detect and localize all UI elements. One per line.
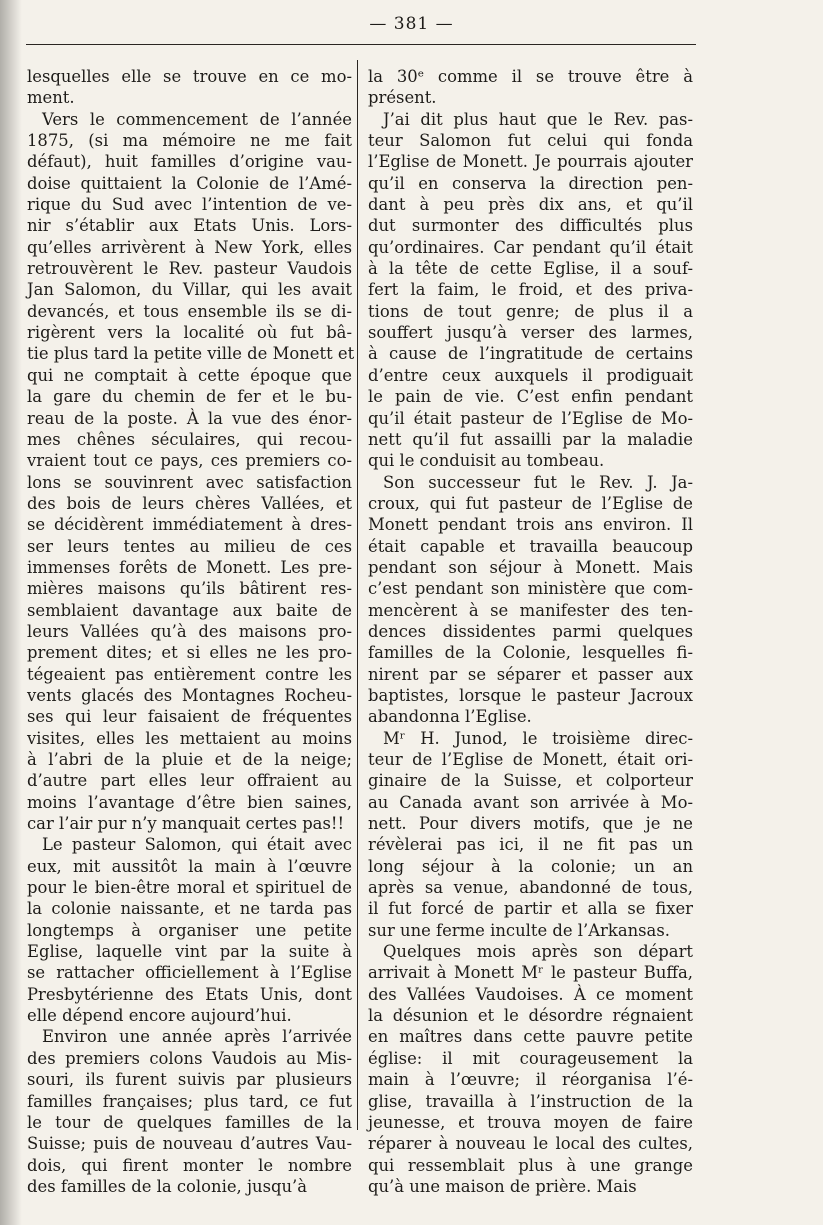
text-line: eux, mit aussitôt la main à l’œuvre bbox=[27, 856, 352, 876]
text-line: réparer à nouveau le local des cultes, bbox=[368, 1134, 693, 1154]
text-line: nir s’établir aux Etats Unis. Lors- bbox=[27, 216, 352, 236]
paragraph bbox=[368, 728, 693, 941]
text-line: qu’ordinaires. Car pendant qu’il était bbox=[368, 237, 693, 257]
paragraph bbox=[368, 66, 693, 109]
text-line: Son successeur fut le Rev. J. Ja- bbox=[383, 472, 693, 492]
text-line: teur de l’Eglise de Monett, était ori- bbox=[368, 750, 693, 769]
text-line: sur une ferme inculte de l’Arkansas. bbox=[368, 920, 670, 940]
text-line: d’autre part elles leur offraient au bbox=[27, 771, 352, 791]
text-line: familles françaises; plus tard, ce fut bbox=[27, 1091, 352, 1111]
text-line: des familles de la colonie, jusqu’à bbox=[27, 1176, 308, 1196]
text-line: défaut), huit familles d’origine vau- bbox=[27, 152, 352, 172]
header-rule bbox=[26, 44, 696, 45]
text-line: mes chênes séculaires, qui recou- bbox=[27, 429, 352, 449]
text-line: après sa venue, abandonné de tous, bbox=[368, 878, 693, 898]
text-line: à cause de l’ingratitude de certains bbox=[368, 344, 693, 364]
text-line: croux, qui fut pasteur de l’Eglise de bbox=[368, 493, 693, 513]
paragraph bbox=[27, 834, 352, 1026]
text-line: c’est pendant son ministère que com- bbox=[368, 579, 693, 599]
text-line: semblaient davantage aux baite de bbox=[27, 600, 352, 620]
paragraph bbox=[27, 109, 355, 835]
text-line: elle dépend encore aujourd’hui. bbox=[27, 1006, 292, 1026]
text-line: Mʳ H. Junod, le troisième direc- bbox=[383, 728, 693, 748]
text-line: vents glacés des Montagnes Rocheu- bbox=[27, 685, 352, 705]
text-line: des bois de leurs chères Vallées, et bbox=[27, 493, 352, 513]
text-line: d’entre ceux auxquels il prodiguait bbox=[368, 365, 693, 385]
text-line: le pain de vie. C’est enfin pendant bbox=[368, 387, 693, 407]
text-line: lons se souvinrent avec satisfaction bbox=[27, 472, 352, 492]
page-edge-shadow bbox=[0, 0, 22, 1225]
text-line: rique du Sud avec l’intention de ve- bbox=[27, 195, 352, 215]
text-line: abandonna l’Eglise. bbox=[368, 707, 532, 727]
text-line: arrivait à Monett Mʳ le pasteur Buffa, bbox=[368, 963, 693, 983]
text-line: la gare du chemin de fer et le bu- bbox=[27, 387, 352, 407]
text-line: était capable et travailla beaucoup bbox=[368, 536, 693, 556]
text-line: tions de tout genre; de plus il a bbox=[368, 301, 693, 321]
text-line: nett qu’il fut assailli par la maladie bbox=[368, 429, 693, 449]
column-divider bbox=[357, 60, 358, 1130]
text-line: rigèrent vers la localité où fut bâ- bbox=[27, 323, 352, 343]
text-line: main à l’œuvre; il réorganisa l’é- bbox=[368, 1070, 693, 1090]
text-line: moins l’avantage d’être bien saines, bbox=[27, 792, 352, 812]
text-line: tie plus tard la petite ville de Monett et bbox=[27, 344, 355, 364]
text-line: car l’air pur n’y manquait certes pas!! bbox=[27, 814, 345, 834]
text-line: dences dissidentes parmi quelques bbox=[368, 621, 693, 641]
text-line: Monett pendant trois ans environ. Il bbox=[368, 515, 693, 535]
text-line: à la tête de cette Eglise, il a souf- bbox=[368, 259, 693, 279]
text-line: prement dites; et si elles ne les pro- bbox=[27, 643, 352, 663]
text-line: mencèrent à se manifester des ten- bbox=[368, 600, 693, 620]
paragraph bbox=[368, 941, 693, 1197]
text-line: se rattacher officiellement à l’Eglise bbox=[27, 963, 352, 983]
text-line: église: il mit courageusement la bbox=[368, 1048, 693, 1068]
text-line: familles de la Colonie, lesquelles fi- bbox=[368, 643, 693, 663]
text-line: en maîtres dans cette pauvre petite bbox=[368, 1027, 693, 1047]
text-line: l’Eglise de Monett. Je pourrais ajouter bbox=[368, 152, 693, 172]
text-line: qu’il était pasteur de l’Eglise de Mo- bbox=[368, 408, 693, 428]
text-line: la colonie naissante, et ne tarda pas bbox=[27, 899, 352, 919]
text-line: immenses forêts de Monett. Les pre- bbox=[27, 557, 352, 577]
text-line: dut surmonter des difficultés plus bbox=[368, 216, 693, 236]
text-line: ser leurs tentes au milieu de ces bbox=[27, 536, 352, 556]
text-line: la désunion et le désordre régnaient bbox=[368, 1006, 693, 1026]
text-line: Jan Salomon, du Villar, qui les avait bbox=[27, 280, 352, 300]
paragraph bbox=[368, 109, 693, 472]
text-line: souri, ils furent suivis par plusieurs bbox=[27, 1070, 352, 1090]
text-line: révèlerai pas ici, il ne fit pas un bbox=[368, 835, 693, 855]
text-line: leurs Vallées qu’à des maisons pro- bbox=[27, 621, 352, 641]
text-line: à l’abri de la pluie et de la neige; bbox=[27, 750, 352, 769]
text-line: qu’elles arrivèrent à New York, elles bbox=[27, 237, 352, 257]
text-line: pour le bien-être moral et spirituel de bbox=[27, 878, 352, 898]
text-line: souffert jusqu’à verser des larmes, bbox=[368, 323, 693, 343]
text-line: teur Salomon fut celui qui fonda bbox=[368, 131, 693, 151]
text-line: le tour de quelques familles de la bbox=[27, 1112, 352, 1132]
text-line: J’ai dit plus haut que le Rev. pas- bbox=[383, 109, 693, 129]
text-line: nirent par se séparer et passer aux bbox=[368, 664, 693, 684]
text-line: mières maisons qu’ils bâtirent res- bbox=[27, 579, 352, 599]
text-line: doise quittaient la Colonie de l’Amé- bbox=[27, 173, 352, 193]
text-line: 1875, (si ma mémoire ne me fait bbox=[27, 131, 352, 151]
text-line: ginaire de la Suisse, et colporteur bbox=[368, 771, 693, 791]
text-line: ses qui leur faisaient de fréquentes bbox=[27, 707, 352, 727]
text-line: Le pasteur Salomon, qui était avec bbox=[42, 835, 352, 855]
text-line: nett. Pour divers motifs, que je ne bbox=[368, 814, 693, 834]
text-line: ment. bbox=[27, 88, 75, 108]
text-line: fert la faim, le froid, et des priva- bbox=[368, 280, 693, 300]
right-column bbox=[368, 66, 693, 1197]
text-line: Vers le commencement de l’année bbox=[42, 109, 352, 129]
text-line: qu’il en conserva la direction pen- bbox=[368, 173, 693, 193]
text-line: longtemps à organiser une petite bbox=[27, 920, 352, 940]
text-line: lesquelles elle se trouve en ce mo- bbox=[27, 67, 352, 86]
text-line: se décidèrent immédiatement à dres- bbox=[27, 515, 352, 535]
text-line: qui ne comptait à cette époque que bbox=[27, 365, 352, 385]
text-line: qu’à une maison de prière. Mais bbox=[368, 1176, 637, 1196]
text-line: dois, qui firent monter le nombre bbox=[27, 1155, 352, 1175]
text-line: il fut forcé de partir et alla se fixer bbox=[368, 899, 693, 919]
text-line: qui le conduisit au tombeau. bbox=[368, 451, 605, 471]
text-line: tégeaient pas entièrement contre les bbox=[27, 664, 352, 684]
text-line: pendant son séjour à Monett. Mais bbox=[368, 557, 693, 577]
text-line: la 30ᵉ comme il se trouve être à bbox=[368, 67, 693, 86]
text-line: Environ une année après l’arrivée bbox=[42, 1027, 352, 1047]
text-line: Eglise, laquelle vint par la suite à bbox=[27, 942, 352, 962]
text-line: jeunesse, et trouva moyen de faire bbox=[368, 1112, 693, 1132]
text-line: Suisse; puis de nouveau d’autres Vau- bbox=[27, 1134, 352, 1154]
text-line: baptistes, lorsque le pasteur Jacroux bbox=[368, 685, 693, 705]
paragraph bbox=[27, 66, 352, 109]
text-line: long séjour à la colonie; un an bbox=[368, 856, 693, 876]
text-line: glise, travailla à l’instruction de la bbox=[368, 1091, 693, 1111]
text-line: qui ressemblait plus à une grange bbox=[368, 1155, 693, 1175]
text-line: visites, elles les mettaient au moins bbox=[27, 728, 352, 748]
paragraph bbox=[368, 472, 693, 728]
text-line: au Canada avant son arrivée à Mo- bbox=[368, 792, 693, 812]
paragraph bbox=[27, 1026, 352, 1197]
text-line: devancés, et tous ensemble ils se di- bbox=[27, 301, 352, 321]
text-line: Quelques mois après son départ bbox=[383, 942, 693, 962]
text-line: présent. bbox=[368, 88, 437, 108]
text-line: des Vallées Vaudoises. À ce moment bbox=[368, 984, 693, 1004]
text-line: dant à peu près dix ans, et qu’il bbox=[368, 195, 693, 215]
text-line: Presbytérienne des Etats Unis, dont bbox=[27, 984, 352, 1004]
text-line: vraient tout ce pays, ces premiers co- bbox=[27, 451, 352, 471]
text-line: reau de la poste. À la vue des énor- bbox=[27, 408, 352, 428]
text-line: des premiers colons Vaudois au Mis- bbox=[27, 1048, 352, 1068]
left-column bbox=[27, 66, 355, 1197]
text-line: retrouvèrent le Rev. pasteur Vaudois bbox=[27, 259, 352, 279]
page-number: — 381 — bbox=[369, 14, 454, 34]
